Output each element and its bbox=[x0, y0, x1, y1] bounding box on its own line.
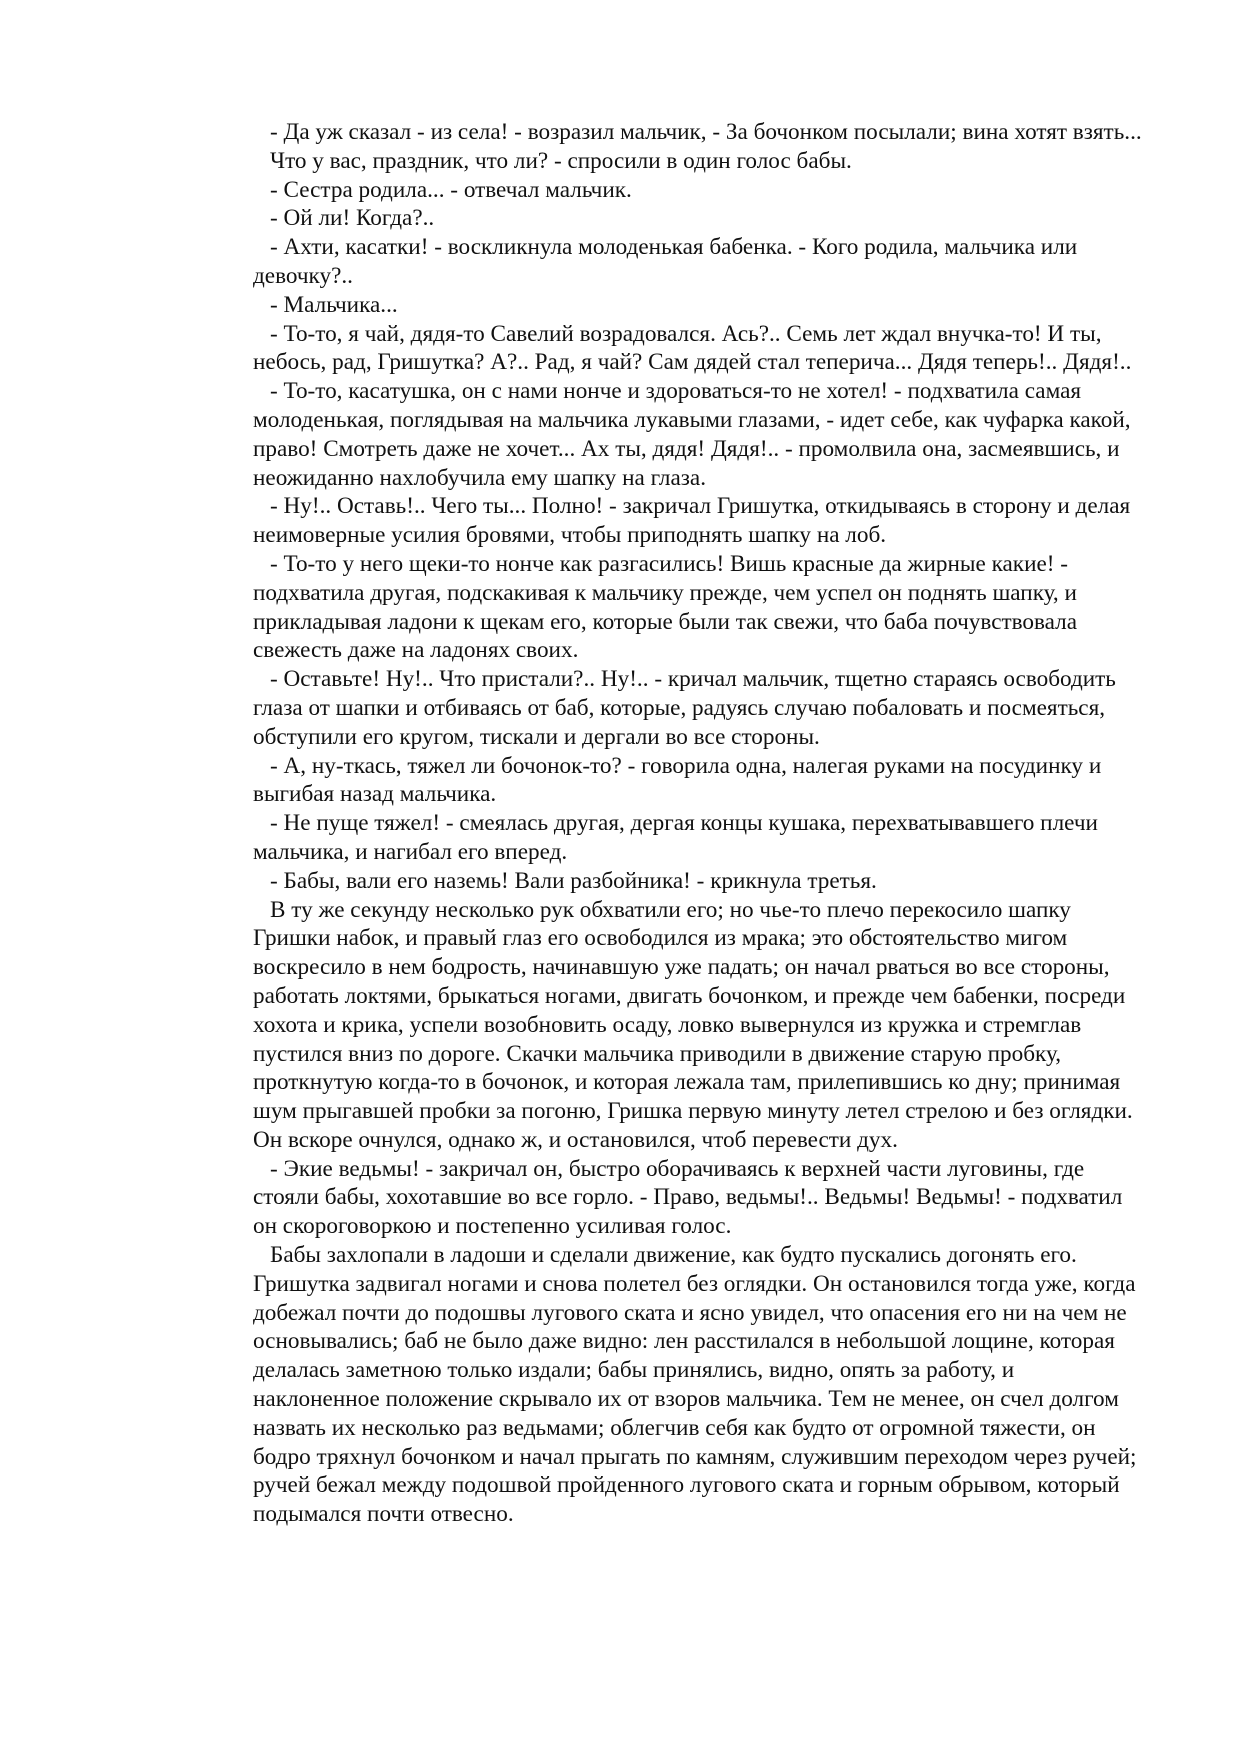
paragraph-14: - Бабы, вали его наземь! Вали разбойника! - крикнула третья. bbox=[270, 867, 877, 894]
paragraph-10: - То-то у него щеки-то нонче как разгасились! Вишь красные да жирные какие! - подхватила другая, подскакивая к мальчику прежде, чем успел он поднять шапку, и прикладывая ладони к щекам его, которые были так свежи, что баба почувствовала свежесть даже на ладонях своих. bbox=[253, 550, 1078, 664]
paragraph-6: - Мальчика... bbox=[270, 291, 398, 318]
paragraph-17: Бабы захлопали в ладоши и сделали движение, как будто пускались догонять его. Гришутка задвигал ногами и снова полетел без оглядки. Он остановился тогда уже, когда добежал почти до подошвы лугового ската и ясно увидел, что опасения его ни на чем не основывались; баб не было даже видно: лен расстилался в небольшой лощине, которая делалась заметною только издали; бабы принялись, видно, опять за работу, и наклоненное положение скрывало их от взоров мальчика. Тем не менее, он счел долгом назвать их несколько раз ведьмами; облегчив себя как будто от огромной тяжести, он бодро тряхнул бочонком и начал прыгать по камням, служившим переходом через ручей; ручей бежал между подошвой пройденного лугового ската и горным обрывом, который подымался почти отвесно. bbox=[253, 1242, 1137, 1528]
paragraph-3: - Сестра родила... - отвечал мальчик. bbox=[270, 176, 632, 203]
text-body bbox=[253, 118, 1143, 1529]
paragraph-8: - То-то, касатушка, он с нами нонче и здороваться-то не хотел! - подхватила самая молоденькая, поглядывая на мальчика лукавыми глазами, - идет себе, как чуфарка какой, право! Смотреть даже не хочет... Ах ты, дядя! Дядя!.. - промолвила она, засмеявшись, и неожиданно нахлобучила ему шапку на глаза. bbox=[253, 378, 1131, 491]
paragraph-9: - Ну!.. Оставь!.. Чего ты... Полно! - закричал Гришутка, откидываясь в сторону и делая неимоверные усилия бровями, чтобы приподнять шапку на лоб. bbox=[253, 493, 1131, 549]
paragraph-5: - Ахти, касатки! - воскликнула молоденькая бабенка. - Кого родила, мальчика или девочку?.. bbox=[253, 234, 1078, 289]
paragraph-15: В ту же секунду несколько рук обхватили его; но чье-то плечо перекосило шапку Гришки набок, и правый глаз его освободился из мрака; это обстоятельство мигом воскресило в нем бодрость, начинавшую уже падать; он начал рваться во все стороны, работать локтями, брыкаться ногами, двигать бочонком, и прежде чем бабенки, посреди хохота и крика, успели возобновить осаду, ловко вывернулся из кружка и стремглав пустился вниз по дороге. Скачки мальчика приводили в движение старую пробку, проткнутую когда-то в бочонок, и которая лежала там, прилепившись ко дну; принимая шум прыгавшей пробки за погоню, Гришка первую минуту летел стрелою и без оглядки. Он вскоре очнулся, однако ж, и остановился, чтоб перевести дух. bbox=[253, 896, 1133, 1153]
paragraph-2: Что у вас, праздник, что ли? - спросили в один голос бабы. bbox=[270, 147, 852, 174]
paragraph-11: - Оставьте! Ну!.. Что пристали?.. Ну!.. - кричал мальчик, тщетно стараясь освободить глаза от шапки и отбиваясь от баб, которые, радуясь случаю побаловать и посмеяться, обступили его кругом, тискали и дергали во все стороны. bbox=[253, 666, 1116, 750]
paragraph-12: - А, ну-ткась, тяжел ли бочонок-то? - говорила одна, налегая руками на посудинку и выгибая назад мальчика. bbox=[253, 752, 1102, 808]
paragraph-13: - Не пуще тяжел! - смеялась другая, дергая концы кушака, перехватывавшего плечи мальчика, и нагибал его вперед. bbox=[253, 810, 1098, 865]
paragraph-4: - Ой ли! Когда?.. bbox=[270, 205, 435, 232]
paragraph-7: - То-то, я чай, дядя-то Савелий возрадовался. Ась?.. Семь лет ждал внучка-то! И ты, небось, рад, Гришутка? А?.. Рад, я чай? Сам дядей стал теперича... Дядя теперь!.. Дядя!.. bbox=[253, 320, 1132, 376]
paragraph-1: - Да уж сказал - из села! - возразил мальчик, - За бочонком посылали; вина хотят взять... bbox=[270, 119, 1142, 145]
paragraph-16: - Экие ведьмы! - закричал он, быстро оборачиваясь к верхней части луговины, где стояли бабы, хохотавшие во все горло. - Право, ведьмы!.. Ведьмы! Ведьмы! - подхватил он скороговоркою и постепенно усиливая голос. bbox=[253, 1155, 1123, 1240]
